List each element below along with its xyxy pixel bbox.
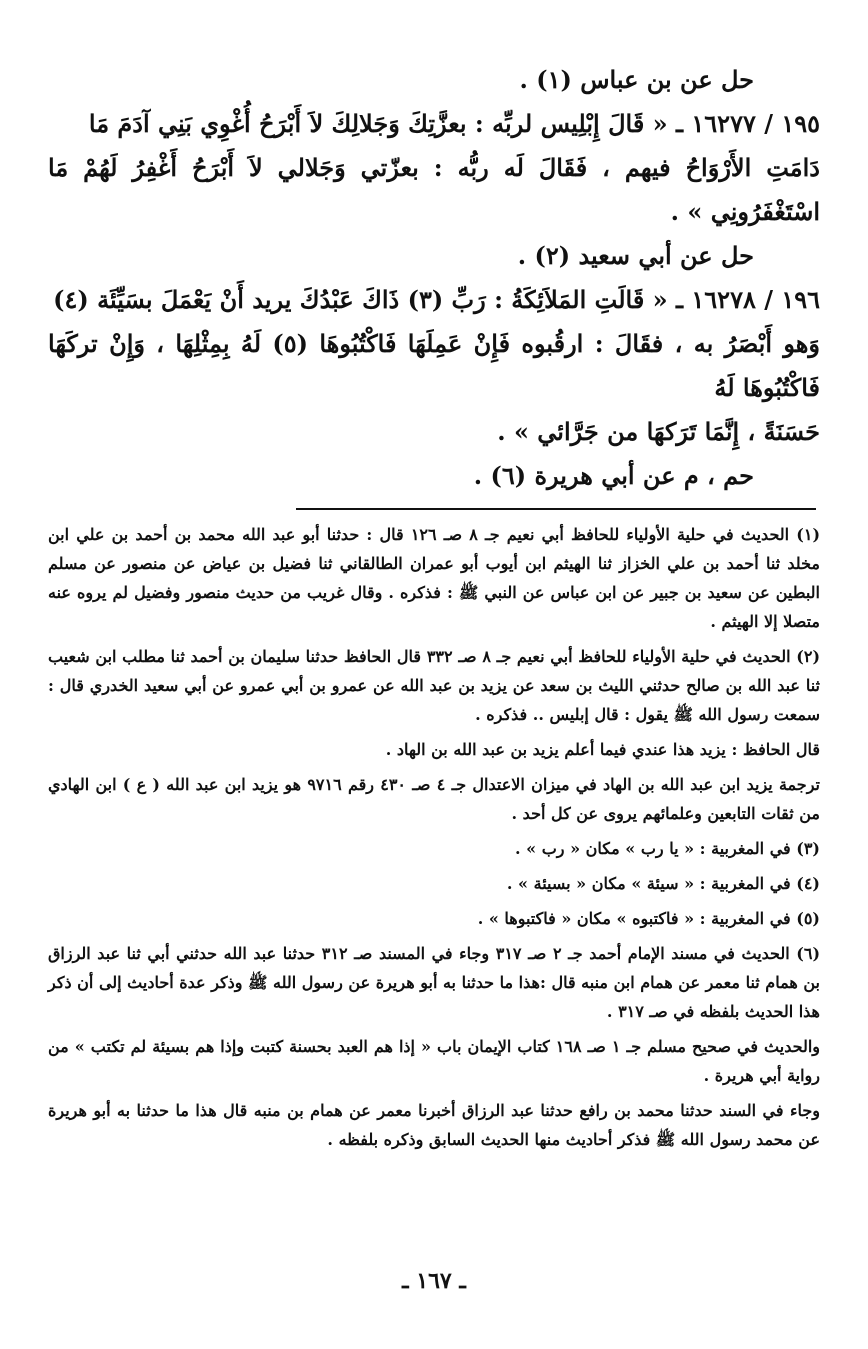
source-line: حل عن بن عباس (١) . <box>519 65 754 94</box>
footnote: وجاء في السند حدثنا محمد بن رافع حدثنا عبد الرزاق أخبرنا معمر عن همام بن منبه قال هذا ما حدثنا به أبو هريرة عن محمد رسول الله ﷺ فذكر أحاديث منها الحديث السابق وذكره بلفظه . <box>48 1101 821 1149</box>
source-line: حل عن أبي سعيد (٢) . <box>517 241 754 270</box>
hadith-line: وَهو أَبْصَرُ به ، فقَالَ : ارقُبوه فَإِنْ عَمِلَهَا فَاكْتُبُوهَا (٥) لَهُ بِمِثْلِهَا ، وَإِنْ تركَهَا فَاكْتُبُوهَا لَهُ <box>48 329 821 402</box>
footnote-divider <box>296 508 816 510</box>
source-line: حم ، م عن أبي هريرة (٦) . <box>473 461 754 490</box>
footnote: (٣) في المغربية : « يا رب » مكان « رب » . <box>515 839 820 858</box>
footnote: (١) الحديث في حلية الأولياء للحافظ أبي نعيم جـ ٨ صـ ١٢٦ قال : حدثنا أبو عبد الله محمد بن أحمد بن علي ابن مخلد ثنا أحمد بن علي الخزاز ثنا الهيثم ابن أيوب أبو عمران الطالقاني ثنا فضيل بن عياض عن منصور عن مسلم البطين عن سعيد بن جبير عن ابن عباس عن النبي ﷺ : فذكره . وقال غريب من حديث منصور وفضيل لم يروه عنه متصلا إلا الهيثم . <box>48 525 821 631</box>
page-number: ـ ١٦٧ ـ <box>402 1268 466 1294</box>
footnote: (٥) في المغربية : « فاكتبوه » مكان « فاكتبوها » . <box>477 909 820 928</box>
hadith-line: حَسَنَةً ، إِنَّمَا تَرَكهَا من جَرَّائي » . <box>497 417 820 446</box>
footnote: (٢) الحديث في حلية الأولياء للحافظ أبي نعيم جـ ٨ صـ ٣٣٢ قال الحافظ حدثنا سليمان بن أحمد ثنا مطلب ابن شعيب ثنا عبد الله بن صالح حدثني الليث بن سعد عن يزيد بن عبد الله عن عمرو بن أبي عمرو عن أبي سعيد الخدري قال : سمعت رسول الله ﷺ يقول : قال إبليس .. فذكره . <box>48 647 821 724</box>
footnote: ترجمة يزيد ابن عبد الله بن الهاد في ميزان الاعتدال جـ ٤ صـ ٤٣٠ رقم ٩٧١٦ هو يزيد ابن عبد الله ( ع ) ابن الهادي من ثقات التابعين وعلمائهم يروى عن كل أحد . <box>48 775 820 823</box>
footnote: قال الحافظ : يزيد هذا عندي فيما أعلم يزيد بن عبد الله بن الهاد . <box>385 740 820 759</box>
footnote: (٤) في المغربية : « سيئة » مكان « بسيئة » . <box>506 874 820 893</box>
hadith-text <box>48 58 820 498</box>
footnotes <box>48 520 820 1160</box>
footnote: (٦) الحديث في مسند الإمام أحمد جـ ٢ صـ ٣١٧ وجاء في المسند صـ ٣١٢ حدثنا عبد الله حدثني أبي ثنا عبد الرزاق بن همام ثنا معمر عن همام ابن منبه قال :هذا ما حدثنا به أبو هريرة عن رسول الله ﷺ وذكر عدة أحاديث إلى أن ذكر هذا الحديث بلفظه في صـ ٣١٧ . <box>48 944 821 1021</box>
footnote: والحديث في صحيح مسلم جـ ١ صـ ١٦٨ كتاب الإيمان باب « إذا هم العبد بحسنة كتبت وإذا هم بسيئة لم تكتب » من رواية أبي هريرة . <box>48 1037 820 1085</box>
hadith-line: دَامَتِ الأَرْوَاحُ فيهم ، فَقَالَ لَه ربُّه : بعزّتي وَجَلالي لاَ أَبْرَحُ أَغْفِرُ لَهُمْ مَا اسْتَغْفَرُونِي » . <box>48 153 820 226</box>
hadith-line: ١٩٥ / ١٦٢٧٧ ـ « قَالَ إِبْلِيس لربِّه : بعزَّتِكَ وَجَلالِكَ لاَ أَبْرَحُ أُغْوِي بَنِي آدَمَ مَا <box>88 109 820 138</box>
hadith-line: ١٩٦ / ١٦٢٧٨ ـ « قَالَتِ المَلاَئِكَةُ : رَبِّ (٣) ذَاكَ عَبْدُكَ يريد أَنْ يَعْمَلَ بسَيِّئَة (٤) <box>53 285 820 314</box>
